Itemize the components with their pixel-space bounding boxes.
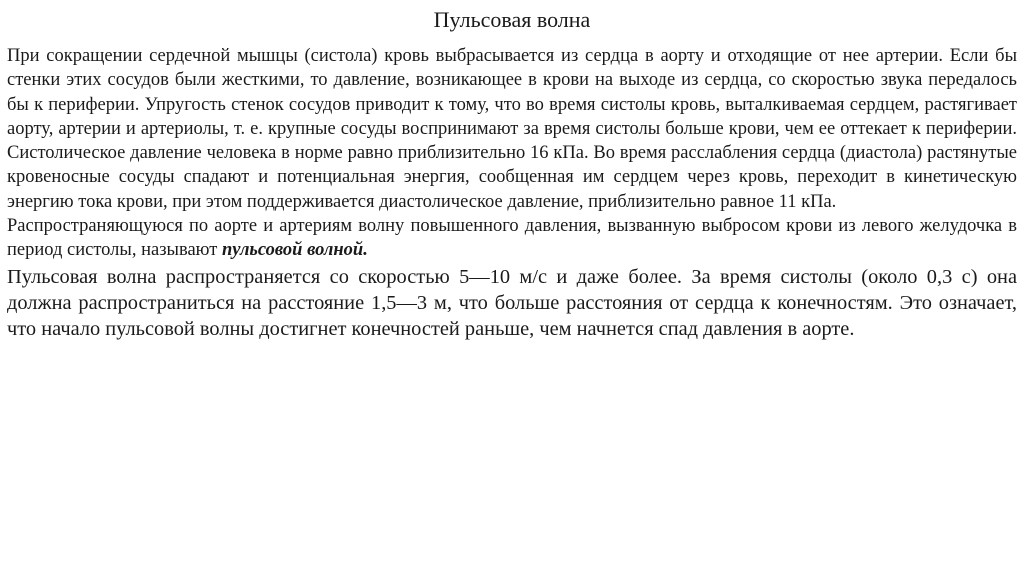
definition-term: пульсовой волной. — [221, 240, 368, 261]
definition-text: Распространяющуюся по аорте и артериям волну повышенного давления, вызванную выбросом крови из левого желудочка в период систолы, называют — [7, 216, 1017, 261]
slide-title: Пульсовая волна — [433, 7, 591, 32]
paragraph-pulse-wave-definition — [7, 214, 1017, 263]
paragraph-wave-speed: Пульсовая волна распространяется со скоростью 5—10 м/с и даже более. За время систолы (около 0,3 с) она должна распространиться на расстояние 1,5—3 м, что больше расстояния от сердца к конечностям. Это означает, что начало пульсовой волны достигнет конечностей раньше, чем начнется спад давления в аорте. — [7, 265, 1017, 340]
slide-body — [7, 44, 1017, 342]
paragraph-systole: При сокращении сердечной мышцы (систола) кровь выбрасывается из сердца в аорту и отходящие от нее артерии. Если бы стенки этих сосудов были жесткими, то давление, возникающее в крови на выходе из сердца, со скоростью звука передалось бы к периферии. Упругость стенок сосудов приводит к тому, что во время систолы кровь, выталкиваемая сердцем, растягивает аорту, артерии и артериолы, т. е. крупные сосуды воспринимают за время систолы больше крови, чем ее оттекает к периферии. Систолическое давление человека в норме равно приблизительно 16 кПа. Во время расслабления сердца (диастола) растянутые кровеносные сосуды спадают и потенциальная энергия, сообщенная им сердцем через кровь, переходит в кинетическую энергию тока крови, при этом поддерживается диастолическое давление, приблизительно равное 11 кПа. — [7, 46, 1017, 212]
